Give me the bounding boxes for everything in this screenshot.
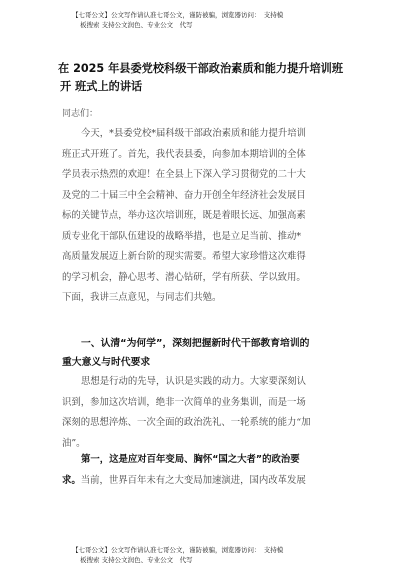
paragraph-line: 识到，参加这次培训，绝非一次简单的业务集训，而是一场 bbox=[62, 396, 306, 408]
paragraph-line: 班正式开班了。首先，我代表县委，向参加本期培训的全体 bbox=[62, 148, 306, 160]
header-note-line: 【七哥公文】公文写作请认准七哥公文，谨防被骗，浏览器访问： 支持模 bbox=[72, 11, 284, 19]
paragraph-line: 学员表示热烈的欢迎！在全县上下深入学习贯彻党的二十大 bbox=[62, 169, 306, 180]
document-title bbox=[58, 60, 358, 96]
heading-line: 重大意义与时代要求 bbox=[62, 357, 151, 368]
paragraph-line: 的学习机会，静心思考、潜心钻研，学有所获、学以致用。 bbox=[62, 271, 306, 283]
point-one-lead: 第一，这是应对百年变局、胸怀“国之大者”的政治要 bbox=[81, 454, 300, 465]
salutation: 同志们： bbox=[62, 109, 99, 119]
point-one-lead-end: 求。 bbox=[62, 474, 81, 486]
footer-note-line: 板搜索 支持公文润色、专业公文 代写 bbox=[80, 556, 193, 564]
paragraph-line bbox=[62, 471, 354, 492]
paragraph-line: 今天，*县委党校*届科级干部政治素质和能力提升培训 bbox=[81, 128, 307, 139]
paragraph-line: 下面，我讲三点意见，与同志们共勉。 bbox=[62, 292, 222, 303]
paragraph-text: 当前，世界百年未有之大变局加速演进，国内改革发展 bbox=[80, 474, 306, 486]
title-line: 在 2025 年县委党校科级干部政治素质和能力提升培训班 bbox=[58, 62, 344, 75]
section-heading-1 bbox=[62, 334, 354, 372]
paragraph-line: 油”。 bbox=[62, 437, 86, 449]
paragraph-line: 质专业化干部队伍建设的战略举措，也是立足当前、推动* bbox=[62, 230, 302, 242]
header-note-line: 板搜索 支持公文润色、专业公文 代写 bbox=[80, 21, 193, 29]
paragraph-line: 及党的二十届三中全会精神、奋力开创全年经济社会发展目 bbox=[62, 189, 306, 201]
header-watermark-note bbox=[72, 10, 352, 30]
paragraph-line: 高质量发展迈上新台阶的现实需要。希望大家珍惜这次难得 bbox=[62, 251, 306, 262]
footer-note-line: 【七哥公文】公文写作请认准七哥公文，谨防被骗，浏览器访问： 支持模 bbox=[72, 546, 284, 554]
footer-watermark-note bbox=[72, 545, 352, 565]
title-line: 开 班式上的讲话 bbox=[60, 80, 143, 93]
paragraph-line: 深刻的思想淬炼、一次全面的政治洗礼、一轮系统的能力“加 bbox=[62, 417, 311, 428]
paragraph-line: 标的关键节点，举办这次培训班，既是着眼长远、加强高素 bbox=[62, 210, 306, 221]
paragraph-line: 思想是行动的先导，认识是实践的动力。大家要深刻认 bbox=[81, 376, 307, 387]
heading-line: 一、认清“为何学”，深刻把握新时代干部教育培训的 bbox=[81, 338, 310, 349]
section1-paragraph bbox=[62, 372, 354, 454]
opening-paragraph bbox=[62, 124, 354, 309]
point-one-paragraph bbox=[62, 450, 354, 491]
